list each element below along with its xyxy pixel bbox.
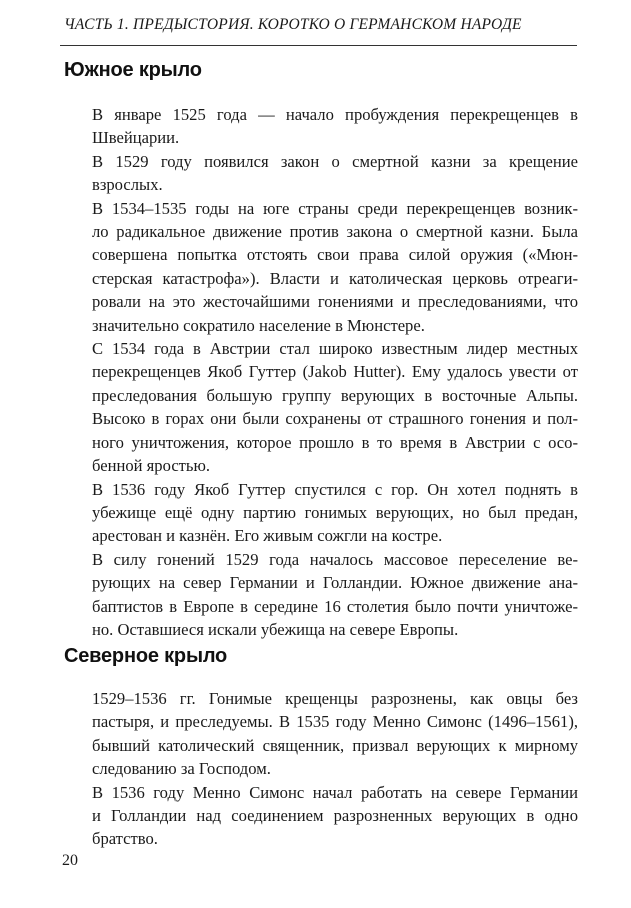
section-heading-south-wing: Южное крыло: [64, 59, 202, 81]
text-line: совершена попытка отстоять свои права силой оружия («Мюн-: [92, 245, 578, 265]
text-line: В 1534–1535 годы на юге страны среди перекрещенцев возник-: [92, 198, 578, 218]
section-body-south-wing: [64, 103, 578, 641]
paragraph: [64, 337, 578, 477]
text-line: бывший католический священник, призвал верующих к мирному: [92, 735, 578, 755]
text-line: пастыря, и преследуемы. В 1535 году Менно Симонс (1496–1561),: [92, 712, 578, 732]
section-body-north-wing: [64, 687, 578, 851]
paragraph: [64, 478, 578, 548]
text-line: В силу гонений 1529 года началось массовое переселение ве-: [92, 549, 578, 569]
paragraph: [64, 687, 578, 781]
page-number: 20: [62, 852, 78, 869]
text-line: рующих на север Германии и Голландии. Южное движение ана-: [92, 573, 578, 593]
text-line: преследования большую группу верующих в восточные Альпы.: [92, 385, 578, 405]
text-line: значительно сократило население в Мюнстере.: [92, 315, 425, 335]
text-line: стерская катастрофа»). Власти и католическая церковь отреаги-: [92, 268, 578, 288]
header-rule: [60, 45, 577, 46]
text-line: арестован и казнён. Его живым сожгли на костре.: [92, 526, 443, 546]
text-line: взрослых.: [92, 175, 163, 195]
text-line: Высоко в горах они были сохранены от страшного гонения и пол-: [92, 409, 578, 429]
text-line: перекрещенцев Якоб Гуттер (Jakob Hutter). Ему удалось увести от: [92, 362, 578, 382]
text-line: следованию за Господом.: [92, 759, 271, 779]
text-line: В январе 1525 года — начало пробуждения перекрещенцев в: [92, 105, 578, 124]
text-line: В 1529 году появился закон о смертной казни за крещение: [92, 151, 578, 171]
text-line: и Голландии над соединением разрозненных верующих в одно: [92, 806, 578, 826]
text-line: В 1536 году Менно Симонс начал работать на севере Германии: [92, 782, 578, 802]
section-heading-north-wing: Северное крыло: [64, 645, 228, 667]
text-line: Швейцарии.: [92, 128, 180, 148]
running-header-title: ЧАСТЬ 1. ПРЕДЫСТОРИЯ. КОРОТКО О ГЕРМАНСКОМ НАРОДЕ: [64, 16, 522, 33]
text-line: ного уничтожения, которое прошло в то время в Австрии с осо-: [92, 432, 578, 452]
paragraph: [64, 150, 578, 197]
text-line: 1529–1536 гг. Гонимые крещенцы разрознены, как овцы без: [92, 689, 578, 708]
text-line: ло радикальное движение против закона о смертной казни. Была: [92, 222, 578, 242]
text-line: С 1534 года в Австрии стал широко известным лидер местных: [92, 339, 578, 359]
text-line: ровали на это жесточайшими гонениями и преследованиями, что: [92, 292, 578, 312]
text-line: но. Оставшиеся искали убежища на севере Европы.: [92, 619, 459, 639]
paragraph: [64, 197, 578, 337]
paragraph: [64, 781, 578, 851]
text-line: братство.: [92, 829, 158, 849]
text-line: баптистов в Европе в середине 16 столетия было почти уничтоже-: [92, 596, 578, 616]
paragraph: [64, 548, 578, 642]
paragraph: [64, 103, 578, 150]
text-line: убежище ещё одну партию гонимых верующих, но был предан,: [92, 502, 578, 522]
text-line: бенной яростью.: [92, 456, 211, 476]
text-line: В 1536 году Якоб Гуттер спустился с гор. Он хотел поднять в: [92, 479, 578, 499]
